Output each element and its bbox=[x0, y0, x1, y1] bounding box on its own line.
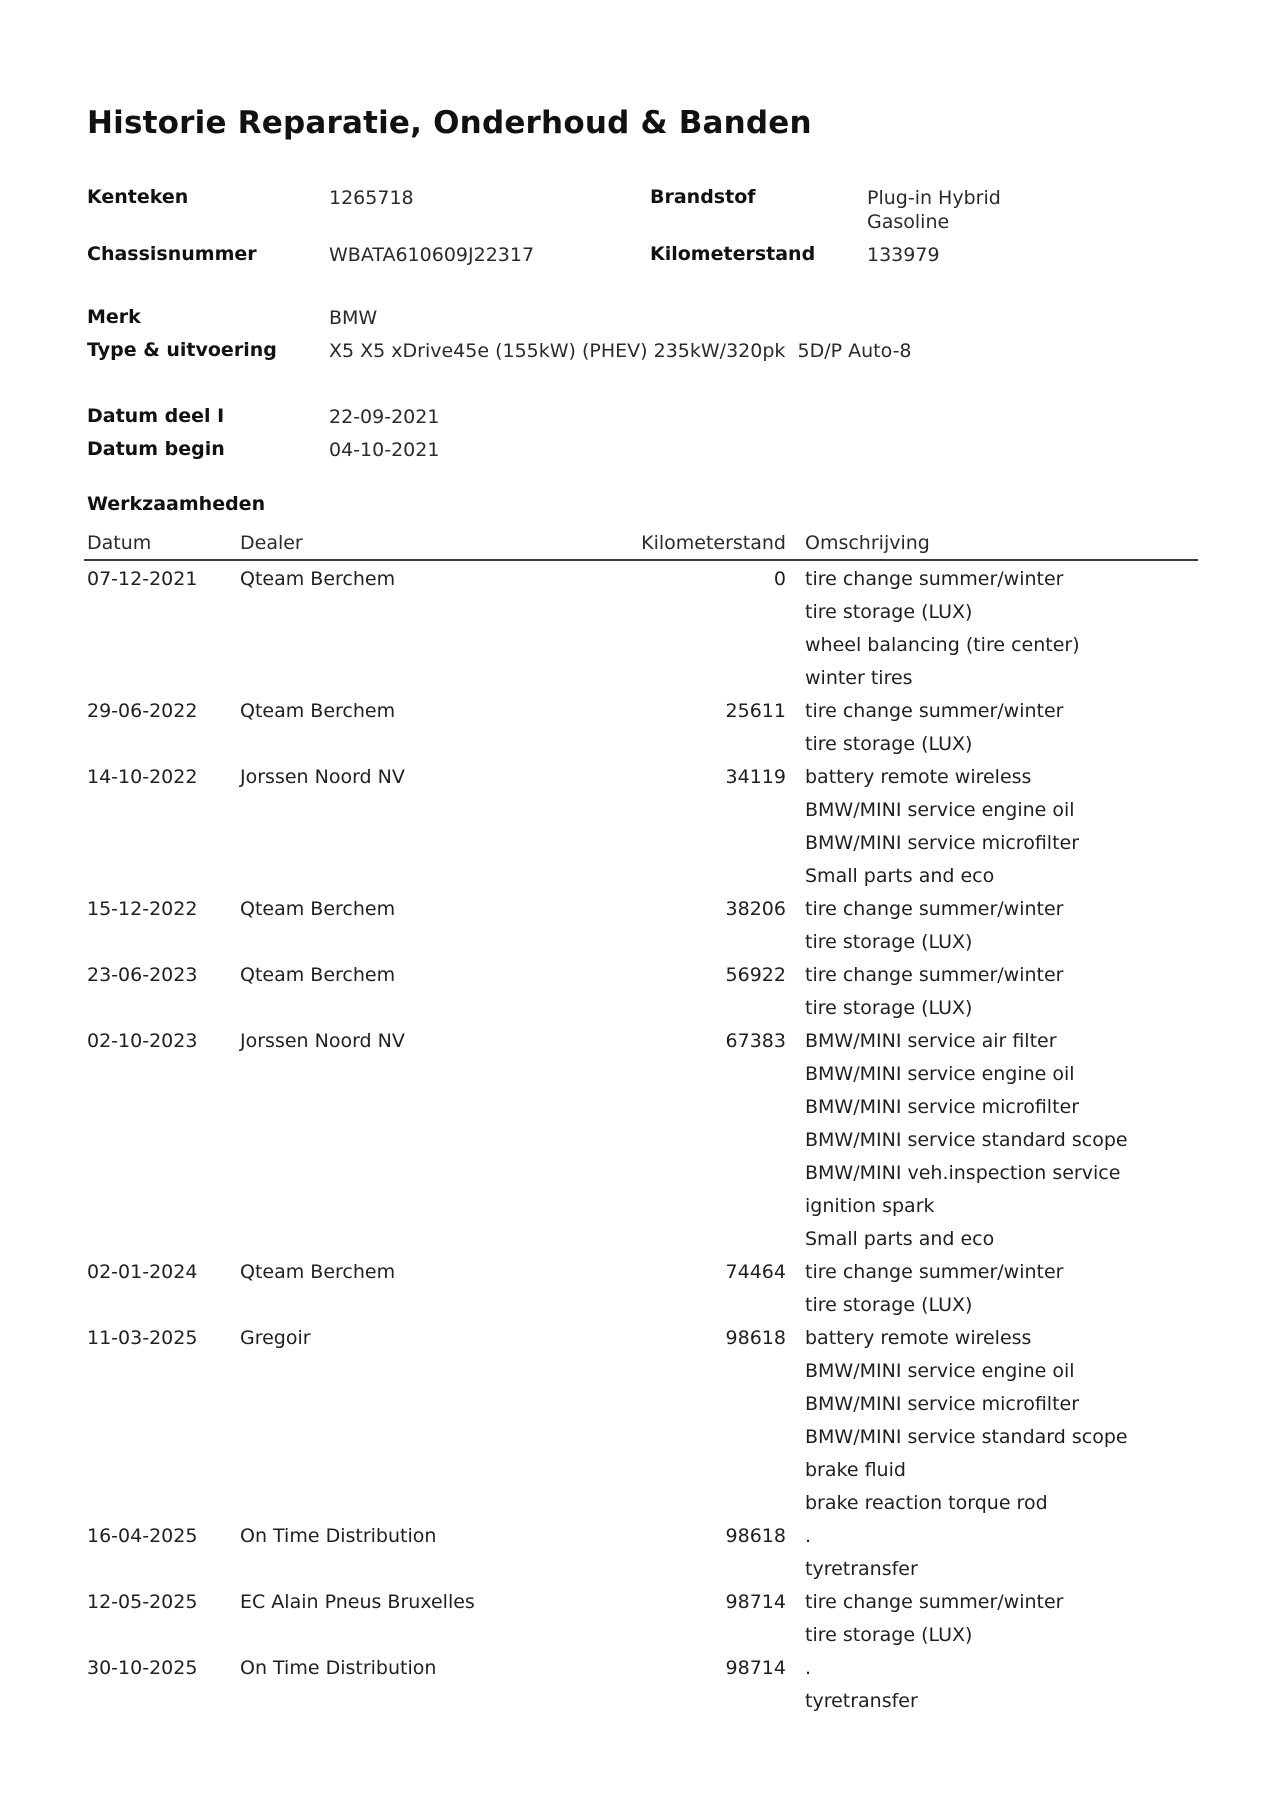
omschrijving-item: ignition spark bbox=[805, 1195, 935, 1217]
datum-deel-value: 22-09-2021 bbox=[329, 406, 440, 428]
row-omschrijving bbox=[805, 1025, 1280, 1256]
row-dealer: EC Alain Pneus Bruxelles bbox=[240, 1591, 475, 1613]
row-date: 15-12-2022 bbox=[87, 898, 198, 920]
datum-deel-label: Datum deel I bbox=[87, 405, 225, 427]
work-history-table bbox=[0, 563, 1280, 1718]
row-kilometerstand: 98618 bbox=[725, 1327, 786, 1349]
row-omschrijving bbox=[805, 695, 1280, 761]
row-date: 07-12-2021 bbox=[87, 568, 198, 590]
table-row bbox=[0, 695, 1280, 761]
omschrijving-item: tyretransfer bbox=[805, 1558, 918, 1580]
row-dealer: Qteam Berchem bbox=[240, 898, 396, 920]
omschrijving-item: BMW/MINI service air filter bbox=[805, 1030, 1057, 1052]
column-header-dealer: Dealer bbox=[240, 532, 303, 554]
omschrijving-item: Small parts and eco bbox=[805, 1228, 995, 1250]
row-kilometerstand: 98714 bbox=[725, 1657, 786, 1679]
brandstof-value-line2: Gasoline bbox=[867, 211, 950, 233]
kilometerstand-label: Kilometerstand bbox=[650, 243, 816, 265]
column-header-omschrijving: Omschrijving bbox=[805, 532, 930, 554]
row-date: 12-05-2025 bbox=[87, 1591, 198, 1613]
brandstof-label: Brandstof bbox=[650, 186, 756, 208]
row-date: 29-06-2022 bbox=[87, 700, 198, 722]
row-date: 16-04-2025 bbox=[87, 1525, 198, 1547]
table-row bbox=[0, 1025, 1280, 1256]
row-omschrijving bbox=[805, 893, 1280, 959]
omschrijving-item: Small parts and eco bbox=[805, 865, 995, 887]
kenteken-label: Kenteken bbox=[87, 186, 189, 208]
table-row bbox=[0, 563, 1280, 695]
row-kilometerstand: 74464 bbox=[725, 1261, 786, 1283]
omschrijving-item: wheel balancing (tire center) bbox=[805, 634, 1080, 656]
row-kilometerstand: 98618 bbox=[725, 1525, 786, 1547]
omschrijving-item: BMW/MINI service engine oil bbox=[805, 1360, 1075, 1382]
chassis-label: Chassisnummer bbox=[87, 243, 257, 265]
table-row bbox=[0, 761, 1280, 893]
omschrijving-item: tire storage (LUX) bbox=[805, 733, 973, 755]
row-kilometerstand: 0 bbox=[773, 568, 786, 590]
omschrijving-item: . bbox=[805, 1525, 812, 1547]
row-date: 14-10-2022 bbox=[87, 766, 198, 788]
row-omschrijving bbox=[805, 563, 1280, 695]
row-omschrijving bbox=[805, 1586, 1280, 1652]
omschrijving-item: BMW/MINI service engine oil bbox=[805, 799, 1075, 821]
row-dealer: Jorssen Noord NV bbox=[240, 766, 405, 788]
row-kilometerstand: 25611 bbox=[725, 700, 786, 722]
omschrijving-item: tyretransfer bbox=[805, 1690, 918, 1712]
row-kilometerstand: 67383 bbox=[725, 1030, 786, 1052]
omschrijving-item: BMW/MINI service microfilter bbox=[805, 832, 1080, 854]
omschrijving-item: tire storage (LUX) bbox=[805, 931, 973, 953]
omschrijving-item: tire change summer/winter bbox=[805, 1261, 1064, 1283]
omschrijving-item: tire change summer/winter bbox=[805, 700, 1064, 722]
header-divider bbox=[84, 559, 1198, 561]
row-dealer: Jorssen Noord NV bbox=[240, 1030, 405, 1052]
omschrijving-item: tire change summer/winter bbox=[805, 964, 1064, 986]
omschrijving-item: tire storage (LUX) bbox=[805, 1294, 973, 1316]
row-kilometerstand: 98714 bbox=[725, 1591, 786, 1613]
type-value: X5 X5 xDrive45e (155kW) (PHEV) 235kW/320pk 5D/P Auto-8 bbox=[329, 340, 912, 362]
omschrijving-item: brake fluid bbox=[805, 1459, 906, 1481]
table-row bbox=[0, 1586, 1280, 1652]
table-row bbox=[0, 1652, 1280, 1718]
omschrijving-item: tire change summer/winter bbox=[805, 898, 1064, 920]
omschrijving-item: tire storage (LUX) bbox=[805, 997, 973, 1019]
row-omschrijving bbox=[805, 959, 1280, 1025]
column-header-kilometerstand: Kilometerstand bbox=[641, 532, 786, 554]
row-omschrijving bbox=[805, 1520, 1280, 1586]
row-dealer: Qteam Berchem bbox=[240, 964, 396, 986]
row-kilometerstand: 56922 bbox=[725, 964, 786, 986]
omschrijving-item: tire storage (LUX) bbox=[805, 601, 973, 623]
row-date: 30-10-2025 bbox=[87, 1657, 198, 1679]
brandstof-value-line1: Plug-in Hybrid bbox=[867, 187, 1001, 209]
row-dealer: Qteam Berchem bbox=[240, 1261, 396, 1283]
omschrijving-item: BMW/MINI service microfilter bbox=[805, 1096, 1080, 1118]
omschrijving-item: . bbox=[805, 1657, 812, 1679]
werkzaamheden-heading: Werkzaamheden bbox=[87, 493, 266, 515]
chassis-value: WBATA610609J22317 bbox=[329, 244, 535, 266]
row-omschrijving bbox=[805, 1322, 1280, 1520]
row-omschrijving bbox=[805, 1652, 1280, 1718]
omschrijving-item: tire storage (LUX) bbox=[805, 1624, 973, 1646]
merk-value: BMW bbox=[329, 307, 378, 329]
row-omschrijving bbox=[805, 1256, 1280, 1322]
table-row bbox=[0, 893, 1280, 959]
datum-begin-label: Datum begin bbox=[87, 438, 225, 460]
omschrijving-item: BMW/MINI service microfilter bbox=[805, 1393, 1080, 1415]
row-omschrijving bbox=[805, 761, 1280, 893]
page-title: Historie Reparatie, Onderhoud & Banden bbox=[87, 105, 812, 141]
kilometerstand-value: 133979 bbox=[867, 244, 940, 266]
row-dealer: Gregoir bbox=[240, 1327, 311, 1349]
datum-begin-value: 04-10-2021 bbox=[329, 439, 440, 461]
row-dealer: Qteam Berchem bbox=[240, 700, 396, 722]
row-date: 23-06-2023 bbox=[87, 964, 198, 986]
type-label: Type & uitvoering bbox=[87, 339, 277, 361]
omschrijving-item: battery remote wireless bbox=[805, 1327, 1032, 1349]
omschrijving-item: brake reaction torque rod bbox=[805, 1492, 1048, 1514]
row-dealer: On Time Distribution bbox=[240, 1657, 437, 1679]
omschrijving-item: BMW/MINI veh.inspection service bbox=[805, 1162, 1121, 1184]
row-dealer: On Time Distribution bbox=[240, 1525, 437, 1547]
row-date: 02-10-2023 bbox=[87, 1030, 198, 1052]
table-row bbox=[0, 1256, 1280, 1322]
row-kilometerstand: 34119 bbox=[725, 766, 786, 788]
omschrijving-item: tire change summer/winter bbox=[805, 1591, 1064, 1613]
kenteken-value: 1265718 bbox=[329, 187, 414, 209]
table-row bbox=[0, 1322, 1280, 1520]
omschrijving-item: BMW/MINI service engine oil bbox=[805, 1063, 1075, 1085]
row-date: 02-01-2024 bbox=[87, 1261, 198, 1283]
row-kilometerstand: 38206 bbox=[725, 898, 786, 920]
table-row bbox=[0, 959, 1280, 1025]
omschrijving-item: winter tires bbox=[805, 667, 913, 689]
omschrijving-item: battery remote wireless bbox=[805, 766, 1032, 788]
merk-label: Merk bbox=[87, 306, 141, 328]
column-header-datum: Datum bbox=[87, 532, 152, 554]
omschrijving-item: BMW/MINI service standard scope bbox=[805, 1426, 1128, 1448]
omschrijving-item: tire change summer/winter bbox=[805, 568, 1064, 590]
table-row bbox=[0, 1520, 1280, 1586]
row-dealer: Qteam Berchem bbox=[240, 568, 396, 590]
omschrijving-item: BMW/MINI service standard scope bbox=[805, 1129, 1128, 1151]
row-date: 11-03-2025 bbox=[87, 1327, 198, 1349]
